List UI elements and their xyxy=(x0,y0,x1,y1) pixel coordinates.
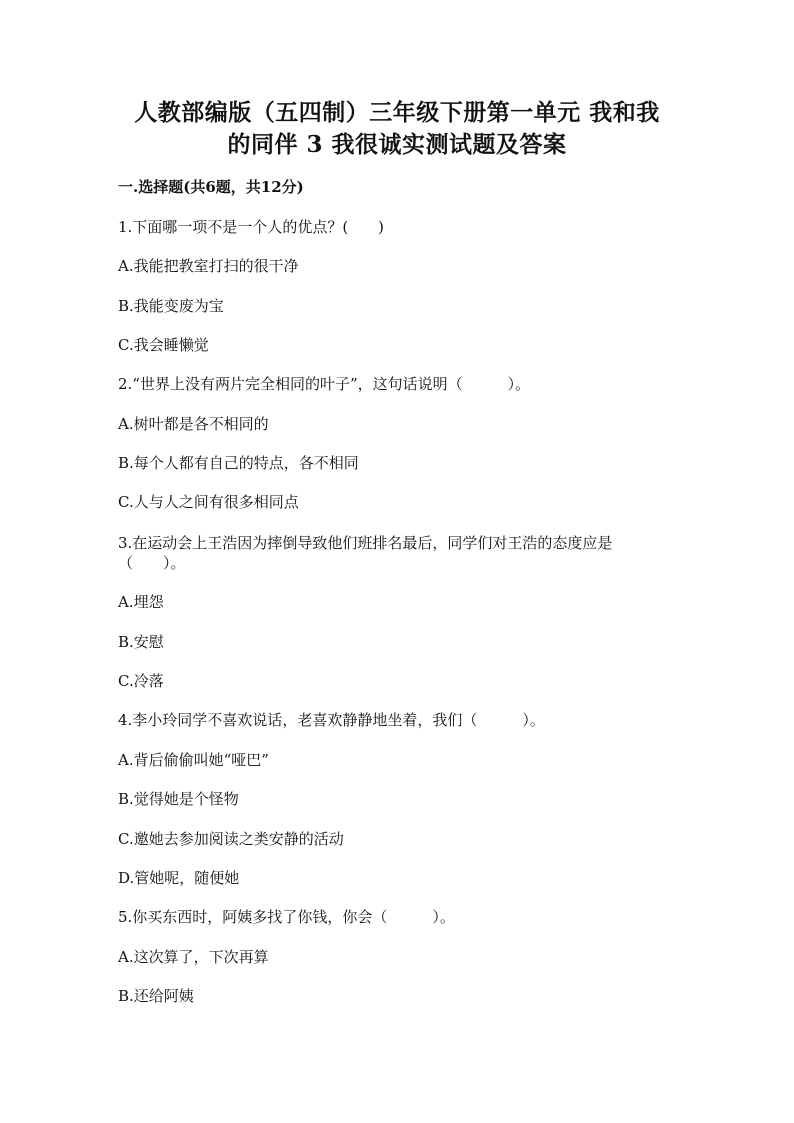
document-title-line-2: 的同伴 3 我很诚实测试题及答案 xyxy=(227,131,567,158)
question-1-option-a: A.我能把教室打扫的很干净 xyxy=(118,257,299,275)
question-5-option-b: B.还给阿姨 xyxy=(118,987,194,1005)
question-4-option-b: B.觉得她是个怪物 xyxy=(118,790,239,808)
question-4-stem: 4.李小玲同学不喜欢说话，老喜欢静静地坐着，我们（ ）。 xyxy=(118,711,545,729)
question-3-option-c: C.冷落 xyxy=(118,672,164,690)
question-3-stem-continuation: （ ）。 xyxy=(118,554,186,572)
question-4-option-a: A.背后偷偷叫她“哑巴” xyxy=(118,751,269,769)
question-4-option-c: C.邀她去参加阅读之类安静的活动 xyxy=(118,830,344,848)
question-1-stem: 1.下面哪一项不是一个人的优点？( ) xyxy=(118,218,385,236)
question-3-option-b: B.安慰 xyxy=(118,633,164,651)
question-2-option-c: C.人与人之间有很多相同点 xyxy=(118,493,299,511)
question-4-option-d: D.管她呢，随便她 xyxy=(118,869,240,887)
question-1-option-b: B.我能变废为宝 xyxy=(118,297,224,315)
question-2-option-b: B.每个人都有自己的特点，各不相同 xyxy=(118,454,359,472)
question-3-stem: 3.在运动会上王浩因为摔倒导致他们班排名最后，同学们对王浩的态度应是 xyxy=(118,534,613,552)
section-heading: 一.选择题(共6题，共12分) xyxy=(118,178,304,196)
question-1-option-c: C.我会睡懒觉 xyxy=(118,336,209,354)
question-3-option-a: A.埋怨 xyxy=(118,593,164,611)
question-5-option-a: A.这次算了，下次再算 xyxy=(118,948,269,966)
question-2-stem: 2.“世界上没有两片完全相同的叶子”，这句话说明（ ）。 xyxy=(118,375,531,393)
question-5-stem: 5.你买东西时，阿姨多找了你钱，你会（ ）。 xyxy=(118,908,455,926)
question-2-option-a: A.树叶都是各不相同的 xyxy=(118,415,269,433)
document-title-line-1: 人教部编版（五四制）三年级下册第一单元 我和我 xyxy=(134,99,660,126)
